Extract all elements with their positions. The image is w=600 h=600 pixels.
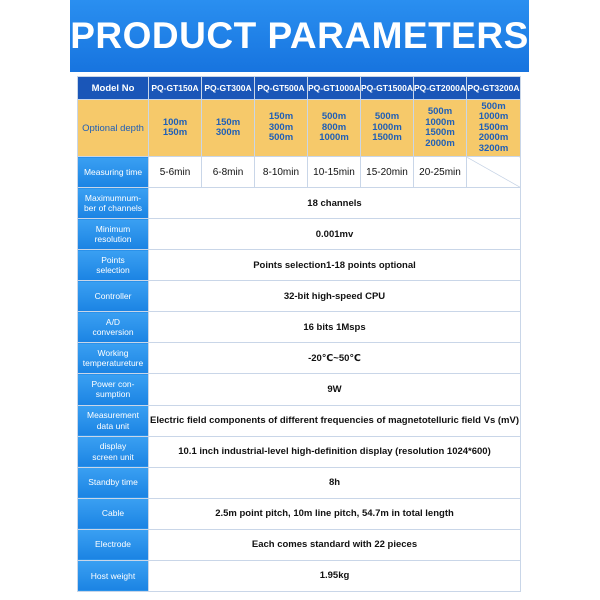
measuring-time-cell: 6-8min xyxy=(202,157,255,188)
spec-value: 1.95kg xyxy=(149,560,521,591)
model-header-cell: PQ-GT150A xyxy=(149,77,202,100)
optional-depth-label: Optional depth xyxy=(78,100,149,157)
spec-row xyxy=(78,281,521,312)
parameters-table xyxy=(77,76,521,592)
measuring-time-cell: 10-15min xyxy=(308,157,361,188)
model-header-cell: PQ-GT1000A xyxy=(308,77,361,100)
measuring-time-cell: 8-10min xyxy=(255,157,308,188)
depth-cell: 100m 150m xyxy=(149,100,202,157)
spec-row xyxy=(78,560,521,591)
depth-row xyxy=(78,100,521,157)
spec-label: Electrode xyxy=(78,529,149,560)
spec-label: Maximumnum- ber of channels xyxy=(78,188,149,219)
model-header-cell: PQ-GT300A xyxy=(202,77,255,100)
measuring-time-row xyxy=(78,157,521,188)
spec-label: Power con- sumption xyxy=(78,374,149,405)
spec-value: 9W xyxy=(149,374,521,405)
spec-value: 0.001mv xyxy=(149,219,521,250)
spec-value: 2.5m point pitch, 10m line pitch, 54.7m in total length xyxy=(149,498,521,529)
depth-cell: 500m 1000m 1500m 2000m 3200m xyxy=(467,100,521,157)
spec-label: Standby time xyxy=(78,467,149,498)
spec-value: 8h xyxy=(149,467,521,498)
spec-label: Cable xyxy=(78,498,149,529)
depth-cell: 500m 800m 1000m xyxy=(308,100,361,157)
depth-cell: 500m 1000m 1500m xyxy=(361,100,414,157)
spec-value: 32-bit high-speed CPU xyxy=(149,281,521,312)
measuring-time-cell-empty xyxy=(467,157,521,188)
model-header-cell: PQ-GT500A xyxy=(255,77,308,100)
spec-value: Points selection1-18 points optional xyxy=(149,250,521,281)
depth-cell: 150m 300m xyxy=(202,100,255,157)
measuring-time-cell: 20-25min xyxy=(414,157,467,188)
spec-row xyxy=(78,498,521,529)
spec-row xyxy=(78,374,521,405)
spec-row xyxy=(78,529,521,560)
spec-label: display screen unit xyxy=(78,436,149,467)
spec-label: Controller xyxy=(78,281,149,312)
spec-value: Electric field components of different frequencies of magnetotelluric field Vs (mV) xyxy=(149,405,521,436)
model-header-cell: PQ-GT1500A xyxy=(361,77,414,100)
spec-label: Measurement data unit xyxy=(78,405,149,436)
spec-row xyxy=(78,312,521,343)
model-header-cell: PQ-GT2000A xyxy=(414,77,467,100)
header-row xyxy=(78,77,521,100)
spec-label: Minimum resolution xyxy=(78,219,149,250)
depth-cell: 500m 1000m 1500m 2000m xyxy=(414,100,467,157)
model-no-header: Model No xyxy=(78,77,149,100)
measuring-time-label: Measuring time xyxy=(78,157,149,188)
depth-cell: 150m 300m 500m xyxy=(255,100,308,157)
spec-label: A/D conversion xyxy=(78,312,149,343)
spec-value: 18 channels xyxy=(149,188,521,219)
spec-row xyxy=(78,343,521,374)
measuring-time-cell: 5-6min xyxy=(149,157,202,188)
spec-label: Host weight xyxy=(78,560,149,591)
spec-value: Each comes standard with 22 pieces xyxy=(149,529,521,560)
spec-row xyxy=(78,436,521,467)
page-title: PRODUCT PARAMETERS xyxy=(70,15,529,56)
model-header-cell: PQ-GT3200A xyxy=(467,77,521,100)
spec-value: -20℃~50℃ xyxy=(149,343,521,374)
spec-row xyxy=(78,467,521,498)
spec-row xyxy=(78,219,521,250)
title-banner xyxy=(70,0,529,72)
spec-row xyxy=(78,405,521,436)
spec-value: 16 bits 1Msps xyxy=(149,312,521,343)
spec-label: Working temperatureture xyxy=(78,343,149,374)
spec-value: 10.1 inch industrial-level high-definition display (resolution 1024*600) xyxy=(149,436,521,467)
spec-row xyxy=(78,250,521,281)
spec-label: Points selection xyxy=(78,250,149,281)
spec-row xyxy=(78,188,521,219)
measuring-time-cell: 15-20min xyxy=(361,157,414,188)
